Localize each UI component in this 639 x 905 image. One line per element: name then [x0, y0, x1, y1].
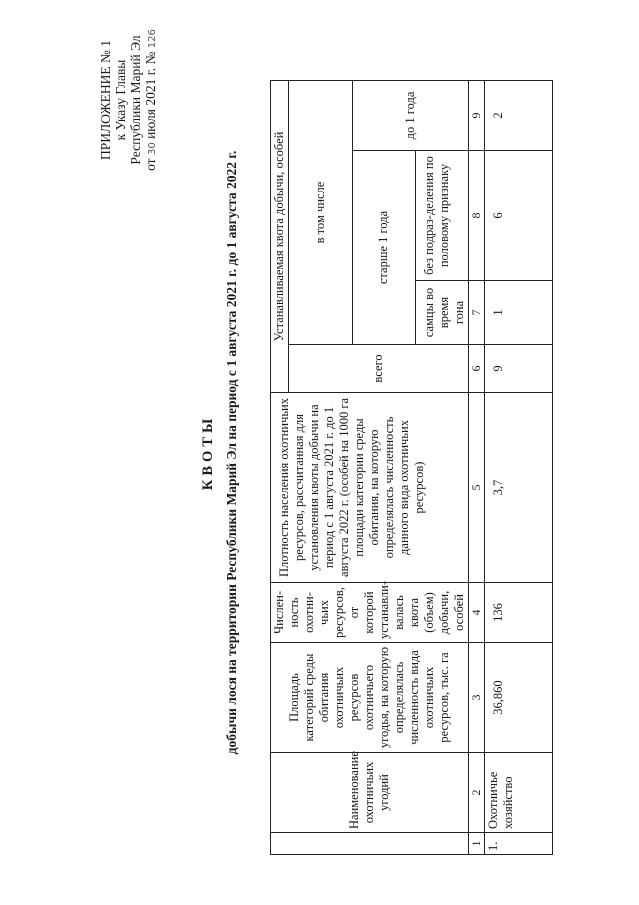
header-name: Наименование охотничьих угодий: [271, 753, 469, 833]
row-young: 2: [485, 80, 553, 150]
column-number: 2: [469, 753, 485, 833]
date-rest: июля 2021 г. №: [143, 51, 158, 139]
header-including: в том числе: [289, 80, 353, 344]
column-number: 4: [469, 583, 485, 643]
header-density: Плотность населения охотничьих ресурсов, рассчитанная для установления квоты добычи на период с 1 августа 2021 г. до 1 августа 2022 г. (особей на 1000 га площади категории среды обитания, на которую определялась численность данного вида охотничьих ресурсов): [271, 393, 469, 583]
appendix-title: ПРИЛОЖЕНИЕ № 1: [98, 39, 113, 161]
column-number: 5: [469, 393, 485, 583]
decree-number: 126: [147, 29, 158, 49]
date-day: 30: [147, 142, 158, 156]
column-numbers-row: [469, 80, 485, 854]
date-prefix: от: [143, 158, 158, 171]
row-count: 136: [485, 583, 553, 643]
appendix-line: к Указу Главы: [113, 59, 128, 141]
quota-table: [270, 80, 553, 855]
header-males: самцы во время гона: [416, 281, 469, 345]
document-subtitle: добычи лося на территории Республики Марий Эл на период с 1 августа 2021 г. до 1 августа 2022 г.: [224, 150, 239, 755]
column-number: 6: [469, 345, 485, 393]
header-total: всего: [289, 345, 469, 393]
header-young: до 1 года: [352, 80, 469, 150]
column-number: 3: [469, 643, 485, 753]
row-area: 36,860: [485, 643, 553, 753]
row-index: 1.: [485, 833, 553, 855]
table-row: [485, 80, 553, 854]
row-nosex: 6: [485, 151, 553, 281]
column-number: 7: [469, 281, 485, 345]
header-index: [271, 833, 469, 855]
header-nosex: без подраз-деления по половому признаку: [416, 151, 469, 281]
header-older: старше 1 года: [352, 151, 416, 345]
row-males: 1: [485, 281, 553, 345]
row-density: 3,7: [485, 393, 553, 583]
header-quota: Устанавливаемая квота добычи, особей: [271, 80, 289, 392]
column-number: 8: [469, 151, 485, 281]
row-total: 9: [485, 345, 553, 393]
column-number: 9: [469, 80, 485, 150]
header-area: Площадь категорий среды обитания охотничьих ресурсов охотничьего угодья, на которую определялась численность вида охотничьих ресурсов, тыс. га: [271, 643, 469, 753]
appendix-date: [143, 5, 160, 195]
row-name: Охотничье хозяйство: [485, 753, 553, 833]
appendix-line: Республики Марий Эл: [128, 35, 143, 165]
document-title: КВОТЫ: [200, 414, 216, 491]
column-number: 1: [469, 833, 485, 855]
header-count: Числен-ность охотни-чьих ресурсов, от которой устанавли-валась квота (объем) добычи, особей: [271, 583, 469, 643]
appendix-block: [98, 5, 160, 195]
